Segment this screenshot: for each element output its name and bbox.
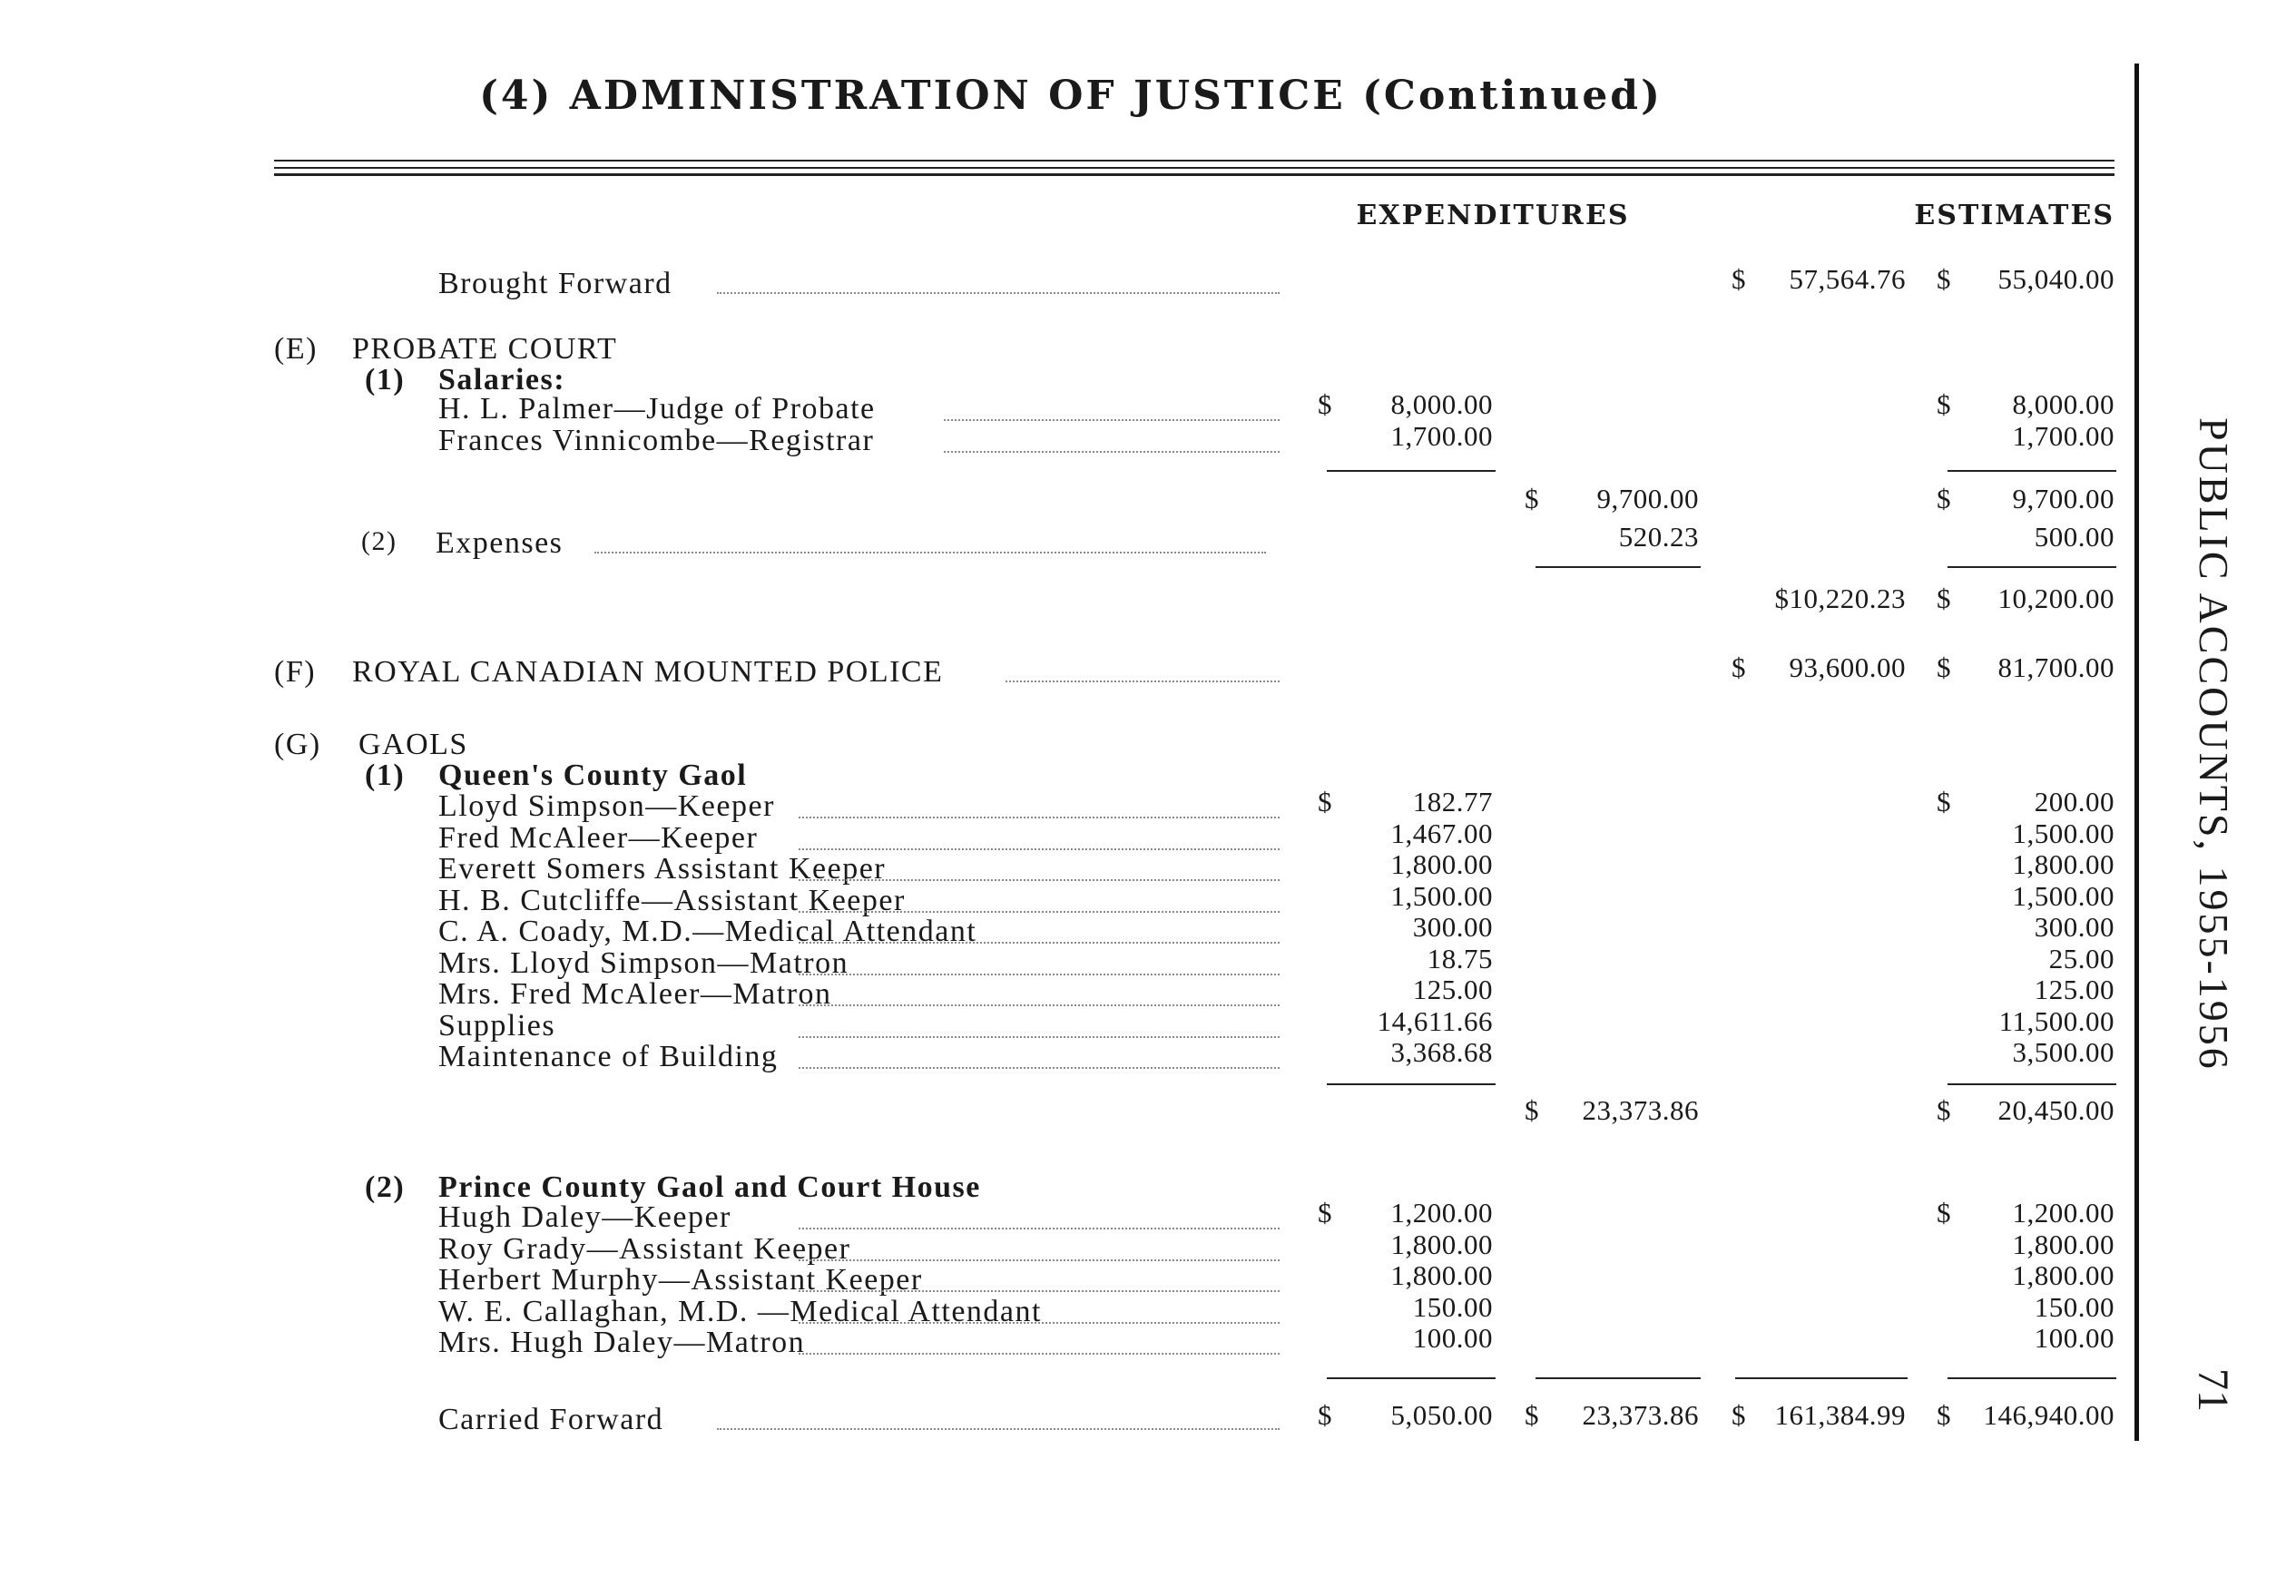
dollar-sign: $	[1318, 1399, 1332, 1431]
expenditure-amount: 150.00	[1412, 1290, 1493, 1323]
subtotal-amount: 23,373.86	[1582, 1094, 1699, 1126]
expenditure-amount: 100.00	[1412, 1322, 1493, 1354]
dollar-sign: $	[1525, 1399, 1539, 1431]
header-expenditures: EXPENDITURES	[1356, 200, 1630, 231]
line-item-label: Hugh Daley—Keeper	[438, 1200, 731, 1234]
header-rule-mid	[274, 167, 2114, 169]
leader-dots	[799, 879, 1280, 881]
estimate-amount: 100.00	[2034, 1322, 2114, 1354]
section-total: $10,220.23	[1774, 583, 1906, 614]
expenditure-amount: 1,800.00	[1390, 848, 1493, 880]
expenditure-amount: 8,000.00	[1390, 388, 1493, 420]
carried-forward-label: Carried Forward	[438, 1403, 664, 1436]
estimate-amount: 1,200.00	[2012, 1197, 2114, 1229]
underline	[1327, 470, 1496, 472]
dollar-sign: $	[1937, 1094, 1951, 1126]
dollar-sign: $	[1937, 583, 1951, 614]
carried-forward-expenditure: 5,050.00	[1390, 1399, 1493, 1431]
dollar-sign: $	[1732, 1399, 1746, 1431]
line-item-label: Mrs. Lloyd Simpson—Matron	[438, 945, 849, 980]
dollar-sign: $	[1732, 651, 1746, 683]
expenditure-amount: 300.00	[1412, 911, 1493, 943]
header-rule-top	[274, 160, 2114, 162]
estimate-amount: 11,500.00	[1998, 1004, 2114, 1037]
subsection-number: (2)	[365, 1170, 406, 1204]
leader-dots	[799, 848, 1280, 850]
underline	[1948, 470, 2116, 472]
dollar-sign: $	[1937, 1197, 1951, 1229]
leader-dots	[1006, 681, 1280, 682]
estimate-amount: 1,800.00	[2012, 848, 2114, 880]
leader-dots	[799, 974, 1280, 975]
leader-dots	[717, 1428, 1280, 1430]
estimate-amount: 150.00	[2034, 1290, 2114, 1323]
estimate-amount: 1,500.00	[2012, 817, 2114, 849]
line-item-label: Frances Vinnicombe—Registrar	[438, 424, 875, 457]
page-title: (4) ADMINISTRATION OF JUSTICE (Continued)	[479, 73, 1663, 119]
dollar-sign: $	[1525, 1094, 1539, 1126]
section-letter: (F)	[274, 655, 317, 689]
leader-dots	[944, 451, 1280, 453]
expenses-amount: 520.23	[1618, 521, 1699, 553]
underline	[1735, 1377, 1908, 1379]
line-item-label: Herbert Murphy—Assistant Keeper	[438, 1263, 923, 1297]
page-number: 71	[2189, 1368, 2237, 1412]
estimate-amount: 500.00	[2034, 521, 2114, 553]
leader-dots	[799, 1322, 1280, 1324]
underline	[1327, 1377, 1496, 1379]
margin-rule	[2134, 64, 2139, 1441]
header-rule-bottom	[274, 173, 2114, 176]
dollar-sign: $	[1318, 786, 1332, 818]
underline	[1536, 566, 1701, 568]
underline	[1948, 566, 2116, 568]
line-item-label: Everett Somers Assistant Keeper	[438, 852, 887, 886]
expenditure-amount: 1,700.00	[1390, 420, 1493, 452]
section-letter: (G)	[274, 728, 321, 761]
line-item-label: H. L. Palmer—Judge of Probate	[438, 392, 876, 426]
subsection-number: (2)	[361, 526, 397, 556]
dollar-sign: $	[1937, 1399, 1951, 1431]
expenditure-amount: 1,800.00	[1390, 1259, 1493, 1291]
line-item-label: Fred McAleer—Keeper	[438, 820, 759, 855]
subtotal-amount: 9,700.00	[1596, 483, 1699, 514]
dollar-sign: $	[1937, 388, 1951, 420]
underline	[1948, 1083, 2116, 1085]
line-item-label: Roy Grady—Assistant Keeper	[438, 1231, 851, 1266]
expenditure-amount: 18.75	[1427, 942, 1493, 974]
brought-forward-estimate: 55,040.00	[1997, 263, 2114, 295]
section-heading: PROBATE COURT	[352, 332, 618, 366]
dollar-sign: $	[1732, 263, 1746, 295]
leader-dots	[799, 1353, 1280, 1355]
estimate-amount: 300.00	[2034, 911, 2114, 943]
subsection-heading: Queen's County Gaol	[438, 759, 748, 792]
line-item-label: C. A. Coady, M.D.—Medical Attendant	[438, 915, 977, 948]
estimate-subtotal: 20,450.00	[1997, 1094, 2114, 1126]
dollar-sign: $	[1937, 786, 1951, 818]
estimate-subtotal: 9,700.00	[2012, 483, 2114, 514]
carried-forward-total: 161,384.99	[1774, 1399, 1906, 1431]
brought-forward-total: 57,564.76	[1789, 263, 1906, 295]
section-total: 93,600.00	[1789, 651, 1906, 683]
leader-dots	[799, 942, 1280, 944]
estimate-amount: 8,000.00	[2012, 388, 2114, 420]
expenditure-amount: 14,611.66	[1377, 1004, 1493, 1037]
leader-dots	[944, 419, 1280, 421]
estimate-amount: 1,500.00	[2012, 879, 2114, 912]
line-item-label: Expenses	[436, 526, 564, 560]
dollar-sign: $	[1318, 388, 1332, 420]
section-heading: GAOLS	[358, 728, 468, 761]
line-item-label: Supplies	[438, 1008, 556, 1043]
subsection-number: (1)	[365, 759, 406, 792]
underline	[1327, 1083, 1496, 1085]
dollar-sign: $	[1937, 483, 1951, 514]
subsection-heading: Prince County Gaol and Court House	[438, 1170, 981, 1204]
line-item-label: Lloyd Simpson—Keeper	[438, 789, 775, 823]
estimate-amount: 25.00	[2048, 942, 2114, 974]
brought-forward-label: Brought Forward	[438, 267, 672, 300]
line-item-label: H. B. Cutcliffe—Assistant Keeper	[438, 883, 906, 917]
estimate-amount: 200.00	[2034, 786, 2114, 818]
side-running-title: PUBLIC ACCOUNTS, 1955-1956	[2191, 417, 2237, 1072]
line-item-label: Mrs. Fred McAleer—Matron	[438, 977, 832, 1011]
expenditure-amount: 1,800.00	[1390, 1228, 1493, 1260]
expenditure-amount: 182.77	[1412, 786, 1493, 818]
leader-dots	[799, 1067, 1280, 1069]
estimate-amount: 1,700.00	[2012, 420, 2114, 452]
dollar-sign: $	[1318, 1197, 1332, 1229]
expenditure-amount: 125.00	[1412, 974, 1493, 1005]
line-item-label: W. E. Callaghan, M.D. —Medical Attendant	[438, 1294, 1042, 1328]
leader-dots	[799, 1004, 1280, 1006]
line-item-label: Mrs. Hugh Daley—Matron	[438, 1326, 806, 1359]
estimate-total: 81,700.00	[1997, 651, 2114, 683]
leader-dots	[799, 911, 1280, 913]
leader-dots	[799, 1036, 1280, 1038]
carried-forward-estimate: 146,940.00	[1983, 1399, 2114, 1431]
estimate-amount: 1,800.00	[2012, 1259, 2114, 1291]
line-item-label: Maintenance of Building	[438, 1040, 779, 1073]
dollar-sign: $	[1525, 483, 1539, 514]
carried-forward-subtotal: 23,373.86	[1582, 1399, 1699, 1431]
subsection-heading: Salaries:	[438, 363, 566, 397]
header-estimates: ESTIMATES	[1914, 200, 2114, 231]
leader-dots	[799, 1228, 1280, 1229]
leader-dots	[799, 1259, 1280, 1261]
dollar-sign: $	[1937, 263, 1951, 295]
estimate-amount: 125.00	[2034, 974, 2114, 1005]
estimate-total: 10,200.00	[1997, 583, 2114, 614]
underline	[1948, 1377, 2116, 1379]
leader-dots	[799, 817, 1280, 818]
section-heading: ROYAL CANADIAN MOUNTED POLICE	[352, 655, 944, 689]
leader-dots	[799, 1290, 1280, 1292]
expenditure-amount: 1,467.00	[1390, 817, 1493, 849]
dollar-sign: $	[1937, 651, 1951, 683]
section-letter: (E)	[274, 332, 318, 366]
expenditure-amount: 1,500.00	[1390, 879, 1493, 912]
expenditure-amount: 3,368.68	[1390, 1036, 1493, 1068]
estimate-amount: 1,800.00	[2012, 1228, 2114, 1260]
estimate-amount: 3,500.00	[2012, 1036, 2114, 1068]
subsection-number: (1)	[365, 363, 406, 397]
leader-dots	[594, 552, 1266, 553]
underline	[1536, 1377, 1701, 1379]
expenditure-amount: 1,200.00	[1390, 1197, 1493, 1229]
leader-dots	[717, 292, 1280, 294]
